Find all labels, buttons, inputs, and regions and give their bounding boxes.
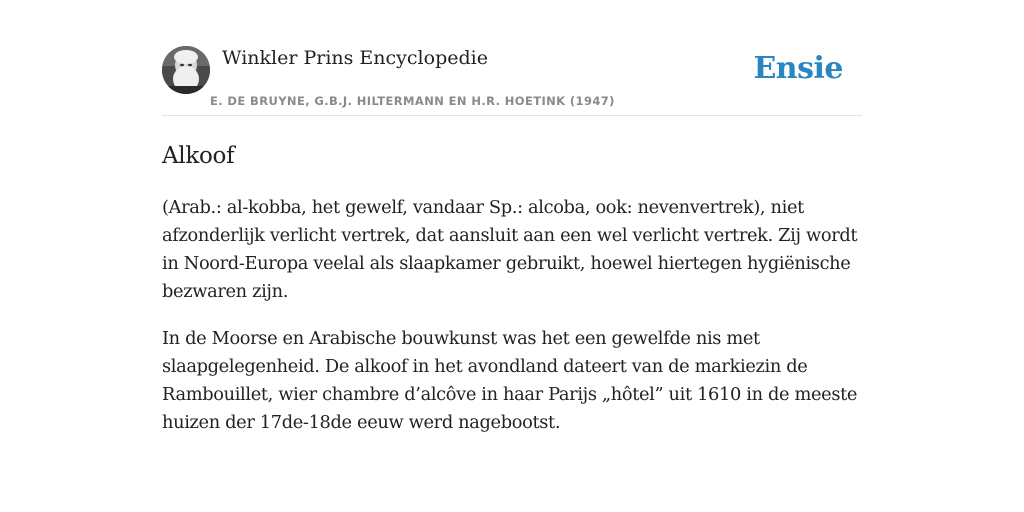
article-paragraph: In de Moorse en Arabische bouwkunst was het een gewelfde nis met slaapgelegenheid. De alkoof in het avondland dateert van de markiezin de Rambouillet, wier chambre d’alcôve in haar Parijs „hôtel” uit 1610 in de meeste huizen der 17de-18de eeuw werd nagebootst. — [162, 328, 858, 433]
ensie-logo[interactable]: Ensie — [753, 51, 843, 86]
portrait-icon — [162, 46, 210, 94]
author-avatar[interactable] — [162, 46, 210, 94]
article-title: Alkoof — [162, 143, 235, 169]
page-container — [162, 44, 862, 437]
article-body — [162, 194, 862, 437]
article-paragraph: (Arab.: al-kobba, het gewelf, vandaar Sp.: alcoba, ook: nevenvertrek), niet afzonderlijk verlicht vertrek, dat aansluit aan een wel verlicht vertrek. Zij wordt in Noord-Europa veelal als slaapkamer gebruikt, hoewel hiertegen hygiënische bezwaren zijn. — [162, 197, 858, 302]
publication-title-link[interactable]: Winkler Prins Encyclopedie — [222, 47, 488, 69]
publication-header — [162, 44, 862, 116]
publication-authors: E. DE BRUYNE, G.B.J. HILTERMANN EN H.R. HOETINK (1947) — [210, 94, 615, 108]
